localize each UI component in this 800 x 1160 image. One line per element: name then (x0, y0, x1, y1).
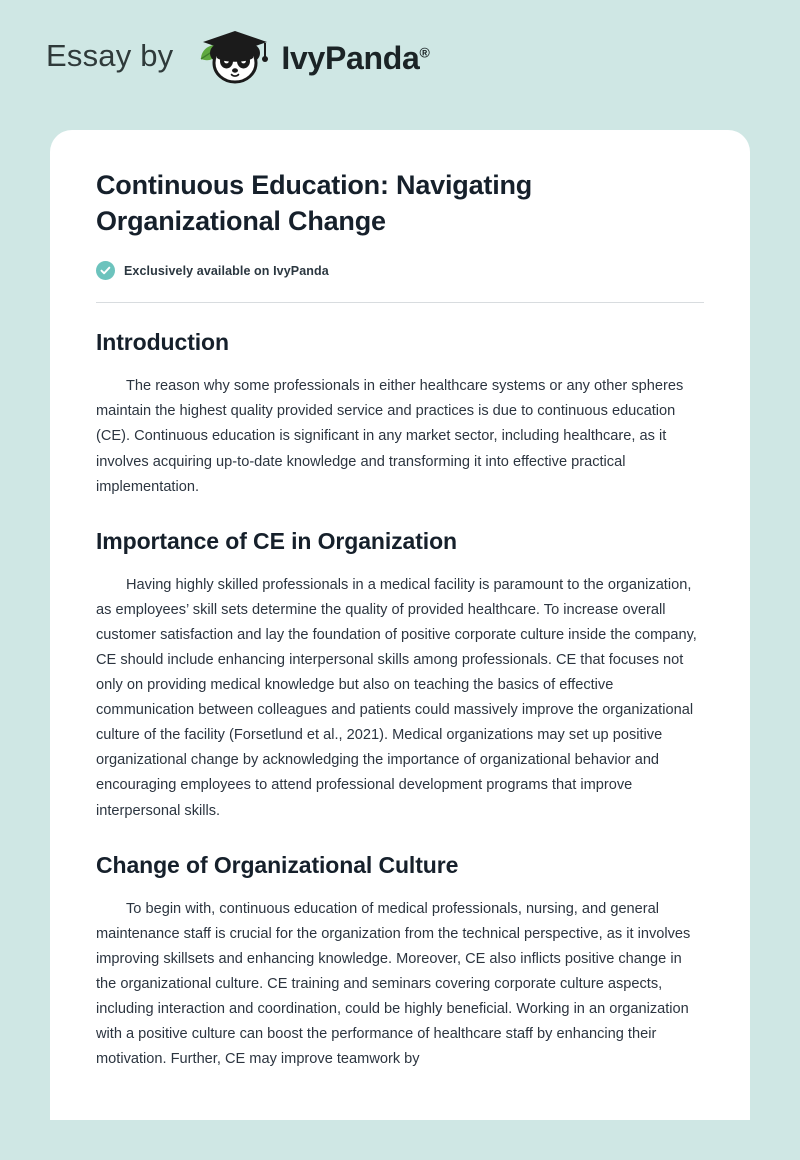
title-divider (96, 302, 704, 303)
brand-prefix: Essay by (46, 38, 174, 73)
section-heading-change-of-organizational-culture: Change of Organizational Culture (96, 851, 459, 878)
exclusive-badge (96, 261, 704, 280)
section-heading-importance-of-ce: Importance of CE in Organization (96, 527, 457, 554)
brand-name: IvyPanda® (281, 39, 430, 76)
document-card (50, 130, 750, 1120)
registered-mark: ® (419, 43, 430, 60)
section-paragraph: The reason why some professionals in either healthcare systems or any other spheres maintain the highest quality provided service and practices is due to continuous education (CE). Continuous education is significant in any market sector, including healthcare, as it involves acquiring up-to-date knowledge and transforming it into effective practical implementation. (96, 378, 684, 495)
section-heading-introduction: Introduction (96, 329, 229, 356)
section-paragraph: Having highly skilled professionals in a medical facility is paramount to the organization, as employees’ skill sets determine the quality of provided healthcare. To increase overall customer satisfaction and lay the foundation of positive corporate culture inside the company, CE should include enhancing interpersonal skills among professionals. CE that focuses not only on providing medical knowledge but also on teaching the basics of effective communication between colleagues and patients could massively improve the organizational culture of the facility (Forsetlund et al., 2021). Medical organizations may set up positive organizational change by acknowledging the importance of organizational behavior and encouraging employees to attend professional development programs that improve interpersonal skills. (96, 576, 697, 819)
section-paragraph: To begin with, continuous education of medical professionals, nursing, and general maintenance staff is crucial for the organization from the technical perspective, as it involves improving skillsets and enhancing knowledge. Moreover, CE also inflicts positive change in the organizational culture. CE training and seminars covering corporate culture aspects, including interaction and coordination, could be highly beneficial. Working in an organization with a positive culture can boost the performance of healthcare staff by enhancing their motivation. Further, CE may improve teamwork by (96, 900, 691, 1068)
ivypanda-logo[interactable] (191, 25, 429, 87)
page-title: Continuous Education: Navigating Organizational Change (96, 170, 533, 236)
check-circle-icon (96, 261, 115, 280)
brand-header (0, 0, 800, 74)
exclusive-badge-label: Exclusively available on IvyPanda (124, 263, 329, 278)
panda-graduate-icon (191, 25, 277, 87)
